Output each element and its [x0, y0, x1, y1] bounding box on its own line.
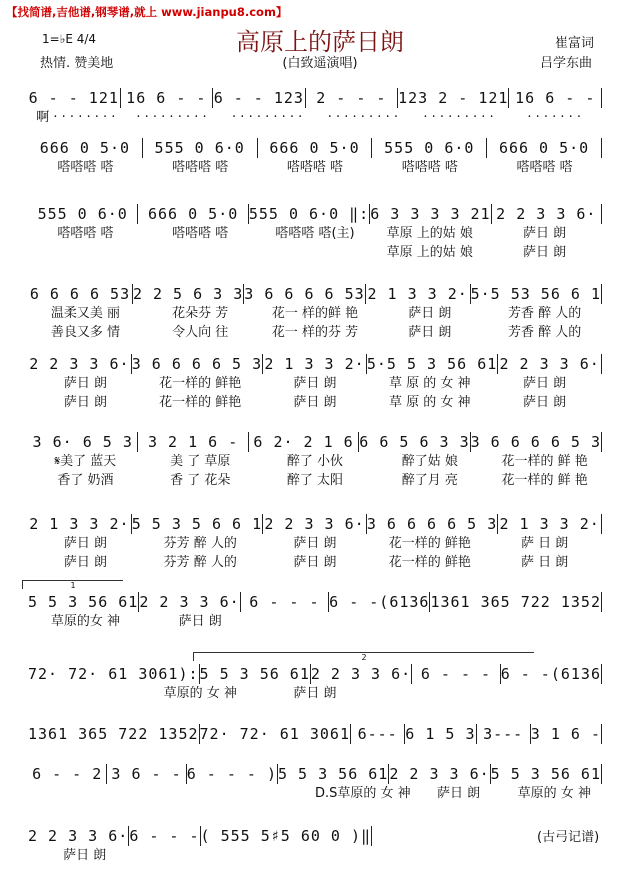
lyric: 香了 奶酒: [57, 473, 114, 488]
lyric: [28, 784, 124, 803]
lyric: 萨日 朗: [523, 245, 567, 260]
measure: 5 5 3 56 61: [199, 665, 310, 683]
measure: 2 1 3 3 2·: [263, 354, 367, 374]
measure: 3 6· 6 5 3: [28, 432, 138, 452]
measure: 666 0 5·0: [487, 138, 602, 158]
lyric: [372, 612, 487, 631]
score-system: [28, 764, 602, 803]
score-system: [28, 354, 602, 412]
lyric: 萨日 朗: [63, 395, 107, 410]
lyric: 萨 日 朗: [520, 536, 569, 551]
lyric: 萨日 朗: [436, 786, 481, 801]
lyric: [124, 784, 220, 803]
lyric-line: [28, 452, 602, 471]
measure: 2 2 3 3 6·: [28, 354, 132, 374]
score-system: [28, 514, 602, 572]
lyric: 嗒嗒嗒 嗒: [286, 160, 344, 175]
song-title: 高原上的萨日朗: [236, 28, 404, 56]
measure: 6 6 5 6 3 3: [359, 433, 470, 451]
measure: 1361 365 722 1352: [430, 593, 601, 611]
lyric-line: [28, 784, 602, 803]
note-row: [28, 724, 602, 744]
measure: 3 6 6 6 6 5 3: [131, 355, 263, 373]
volta-bracket: 1: [22, 580, 123, 589]
lyric: 香 了 花朵: [170, 473, 231, 488]
lyric: 萨日 朗: [63, 536, 107, 551]
lyric: 芳香 醉 人的: [507, 325, 582, 340]
lyric: [258, 243, 373, 262]
measure: 5 5 3 56 61: [490, 765, 601, 783]
lyric-line: [28, 393, 602, 412]
lyric: 嗒嗒嗒 嗒(主): [275, 226, 355, 241]
measure: 6 - - -: [241, 592, 330, 612]
measure: 5 5 3 5 6 6 1: [131, 515, 263, 533]
measure: 6 2· 2 1 6: [249, 432, 359, 452]
score-system: [28, 724, 602, 744]
lyric: 草原的 女 神: [517, 786, 591, 801]
composer-credit: 吕学东曲: [540, 56, 593, 71]
lyric: 草原的女 神: [50, 614, 120, 629]
measure: 6 - - 123: [213, 89, 304, 107]
lyric: [28, 684, 143, 703]
lyric-line: [28, 224, 602, 243]
measure: 5·5 53 56 6 1: [470, 285, 601, 303]
measure: 2 2 3 3 6·: [139, 593, 240, 611]
lyric: [219, 784, 315, 803]
note-row: [28, 88, 602, 108]
lyric-line: [28, 612, 602, 631]
score-system: [28, 88, 602, 127]
measure: 555 0 6·0 ‖:: [248, 205, 370, 223]
lyric: 花一样的 鲜 艳: [501, 454, 588, 469]
measure: 6 3 3 3 3 21: [370, 205, 491, 223]
lyric: · · · · · · · · ·: [327, 110, 398, 125]
measure: 6---: [351, 724, 405, 744]
lyric: 草原的 女 神: [163, 686, 237, 701]
lyric: 嗒嗒嗒 嗒: [516, 160, 573, 175]
score-system: [28, 581, 602, 631]
measure: 3 6 6 6 6 5 3: [470, 433, 602, 451]
score-system: [28, 432, 602, 490]
measure: 6 1 5 3: [405, 725, 476, 743]
lyric: 醉了 太阳: [286, 473, 344, 488]
measure: 6 6 6 6 53: [28, 284, 133, 304]
measure: 6 - - -: [129, 827, 200, 845]
measure: 5 5 3 56 61: [28, 593, 139, 611]
measure: 3---: [477, 724, 531, 744]
key-signature: 1=♭E 4/4: [42, 32, 97, 46]
lyricist-credit: 崔富词: [555, 36, 595, 51]
measure: 666 0 5·0: [28, 138, 143, 158]
measure: 2 2 3 3 6·: [263, 514, 367, 534]
lyric: [258, 612, 373, 631]
lyric: 花一样的 鲜艳: [388, 555, 471, 570]
note-row: [28, 432, 602, 452]
lyric: 萨日 朗: [178, 614, 222, 629]
measure: 6 - - - ): [186, 765, 277, 783]
lyric: 美 了 草原: [170, 454, 231, 469]
measure: 2 2 3 3 6·: [28, 827, 129, 845]
lyric: 萨日 朗: [293, 395, 337, 410]
lyric: 草原 上的姑 娘: [386, 245, 473, 260]
site-banner[interactable]: 【找简谱,吉他谱,钢琴谱,就上 www.jianpu8.com】: [6, 5, 288, 19]
measure: 16 6 - -: [509, 88, 602, 108]
lyric: 花一样的 鲜艳: [159, 376, 242, 391]
singer-credit: (白致遥演唱): [282, 56, 358, 71]
measure: 2 - - -: [306, 88, 399, 108]
measure: 1361 365 722 1352: [28, 725, 199, 743]
lyric: 花一样的 鲜艳: [159, 395, 242, 410]
lyric: 花一 样的鲜 艳: [271, 306, 359, 321]
measure: 555 0 6·0: [372, 138, 487, 158]
lyric: 芬芳 醉 人的: [163, 536, 237, 551]
lyric: 萨日 朗: [293, 555, 337, 570]
lyric: 草 原 的 女 神: [389, 376, 471, 391]
lyric: 草原 上的姑 娘: [386, 226, 473, 241]
lyric: 萨 日 朗: [520, 555, 569, 570]
note-row: [28, 826, 372, 846]
volta-bracket: 2: [193, 652, 534, 661]
lyric: 萨日 朗: [63, 555, 107, 570]
lyric-line: [28, 243, 602, 262]
measure: 3 1 6 -: [530, 725, 601, 743]
note-row: [28, 664, 602, 684]
note-row: [28, 204, 602, 224]
measure: 2 1 3 3 2·: [28, 514, 132, 534]
lyric-line: [28, 304, 602, 323]
measure: 6 - -(6136: [500, 665, 601, 683]
lyric: [255, 846, 368, 865]
note-row: [28, 514, 602, 534]
lyric: · · · · · · · · ·: [232, 110, 303, 125]
measure: 3 6 6 6 6 5 3: [366, 515, 498, 533]
lyric: 花一 样的芬 芳: [271, 325, 359, 340]
lyric-line: [28, 553, 602, 572]
lyric: 萨日 朗: [408, 325, 452, 340]
measure: 6 - - 2: [28, 764, 107, 784]
measure: 555 0 6·0: [143, 138, 258, 158]
note-row: [28, 354, 602, 374]
score-system: [28, 826, 372, 865]
lyric: D.S草原的 女 神: [315, 786, 411, 801]
lyric-line: [28, 846, 368, 865]
lyric: [141, 846, 254, 865]
measure: 555 0 6·0: [28, 204, 138, 224]
lyric: 萨日 朗: [523, 395, 567, 410]
lyric-line: [28, 534, 602, 553]
lyric: 善良又多 情: [50, 325, 120, 340]
measure: 16 6 - -: [121, 88, 214, 108]
lyric-line: [28, 684, 602, 703]
lyric: 令人向 往: [172, 325, 229, 340]
lyric: 嗒嗒嗒 嗒: [172, 160, 229, 175]
lyric: 花一样的 鲜艳: [388, 536, 471, 551]
lyric: 萨日 朗: [523, 376, 567, 391]
measure: 2 1 3 3 2·: [366, 284, 471, 304]
measure: 3 6 6 6 6 53: [244, 285, 365, 303]
lyric: · · · · · · ·: [527, 110, 582, 125]
measure: 2 2 3 3 6·: [492, 204, 602, 224]
measure: 2 2 5 6 3 3: [132, 285, 244, 303]
measure: 2 2 3 3 6·: [498, 354, 602, 374]
tempo-marking: 热情. 赞美地: [40, 56, 114, 71]
measure: 123 2 - 121: [398, 89, 509, 107]
note-row: [28, 138, 602, 158]
measure: 666 0 5·0: [258, 138, 373, 158]
measure: 2 1 3 3 2·: [498, 514, 602, 534]
lyric: · · · · · · · · ·: [136, 110, 207, 125]
measure: ( 555 5♯5 60 0 )‖: [200, 827, 372, 845]
lyric: 醉了 小伙: [286, 454, 344, 469]
lyric: 萨日 朗: [408, 306, 452, 321]
lyric: 萨日 朗: [293, 376, 337, 391]
lyric: 萨日 朗: [523, 226, 567, 241]
lyric: 嗒嗒嗒 嗒: [57, 160, 114, 175]
measure: 72· 72· 61 3061: [199, 725, 350, 743]
lyric: 萨日 朗: [63, 376, 107, 391]
lyric-line: [28, 108, 602, 127]
measure: 5 5 3 56 61: [278, 765, 389, 783]
note-row: [28, 764, 602, 784]
note-row: [28, 284, 602, 304]
lyric: 萨日 朗: [63, 848, 107, 863]
measure: 6 - - 121: [28, 89, 119, 107]
lyric: 花一样的 鲜 艳: [501, 473, 588, 488]
lyric: 草 原 的 女 神: [389, 395, 471, 410]
measure: 72· 72· 61 3061):: [28, 665, 199, 683]
lyric: · · · · · · · · ·: [423, 110, 494, 125]
score-system: [28, 653, 602, 703]
measure: 3 6 - -: [107, 764, 186, 784]
transcriber-credit: (古弓记谱): [537, 830, 600, 845]
lyric: 温柔又美 丽: [50, 306, 120, 321]
lyric: [487, 684, 602, 703]
lyric: 萨日 朗: [293, 686, 337, 701]
lyric: [372, 684, 487, 703]
measure: 3 2 1 6 -: [138, 432, 248, 452]
lyric: 醉了姑 娘: [401, 454, 458, 469]
lyric: [28, 243, 143, 262]
lyric: 嗒嗒嗒 嗒: [172, 226, 229, 241]
lyric: 芬芳 醉 人的: [163, 555, 237, 570]
measure: 666 0 5·0: [138, 204, 248, 224]
lyric: 芳香 醉 人的: [507, 306, 582, 321]
lyric-line: [28, 158, 602, 177]
lyric: 萨日 朗: [293, 536, 337, 551]
lyric: 嗒嗒嗒 嗒: [57, 226, 114, 241]
lyric: 𝄋美了 蓝天: [54, 454, 117, 469]
measure: 2 2 3 3 6·: [389, 765, 490, 783]
lyric: 嗒嗒嗒 嗒: [401, 160, 458, 175]
lyric-line: [28, 323, 602, 342]
score-system: [28, 204, 602, 262]
measure: 2 2 3 3 6·: [310, 665, 412, 683]
measure: 6 - - -: [412, 664, 501, 684]
lyric: [487, 612, 602, 631]
score-system: [28, 138, 602, 177]
score-system: [28, 284, 602, 342]
lyric: 醉了月 亮: [401, 473, 458, 488]
measure: 5·5 5 3 56 61: [366, 355, 498, 373]
note-row: [28, 592, 602, 612]
lyric: 啊 · · · · · · · ·: [36, 110, 116, 125]
measure: 6 - -(6136: [329, 593, 430, 611]
lyric: [143, 243, 258, 262]
lyric-line: [28, 471, 602, 490]
lyric-line: [28, 374, 602, 393]
lyric: 花朵芬 芳: [172, 306, 229, 321]
